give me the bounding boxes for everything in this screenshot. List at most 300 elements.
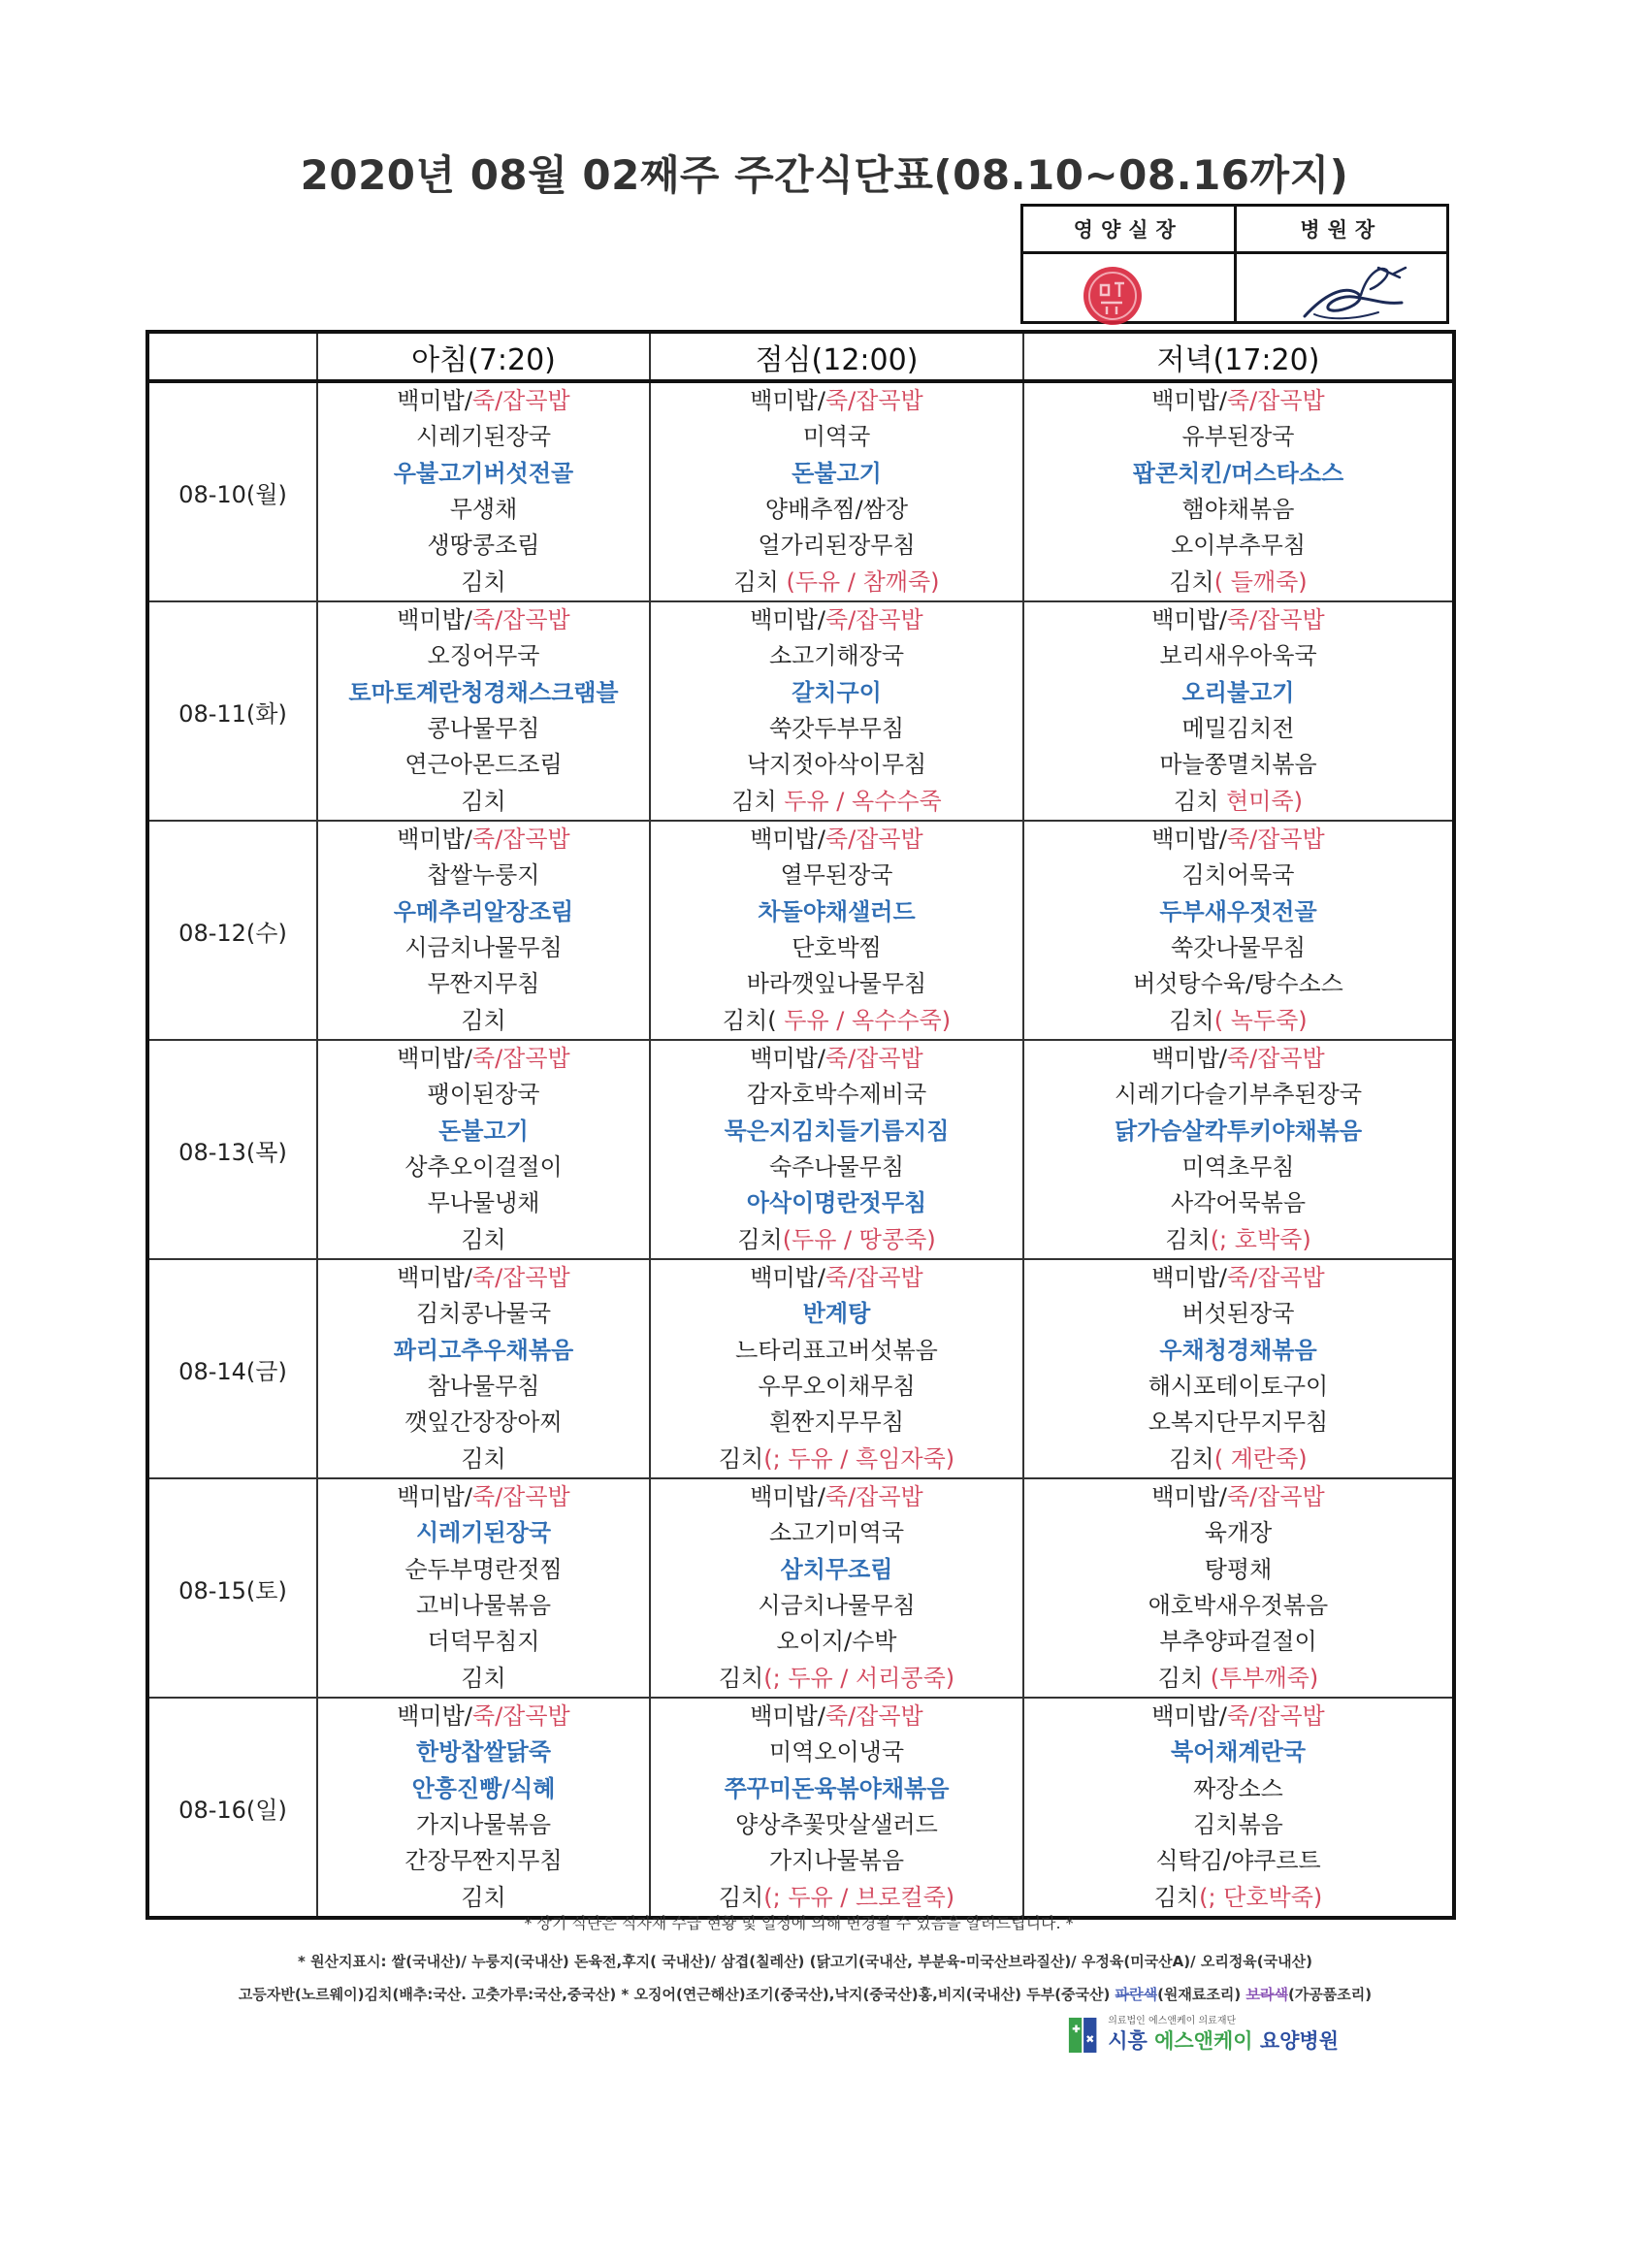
menu-item-text: 우무오이채무침	[758, 1373, 916, 1400]
origin-purple-label: 보라색	[1245, 1986, 1288, 2003]
menu-item-text: 쑥갓두부무침	[768, 715, 905, 742]
approval-head-nutrition: 영양실장	[1023, 207, 1234, 254]
menu-item-text: 햄야채볶음	[1181, 496, 1295, 523]
menu-item-text: 무나물냉채	[427, 1189, 540, 1217]
menu-item	[651, 1734, 1022, 1770]
menu-item-text: 김치	[461, 1225, 506, 1253]
menu-item-text: 김치	[461, 1664, 506, 1692]
menu-item	[318, 1843, 649, 1879]
menu-item	[651, 1552, 1022, 1588]
menu-item	[318, 1552, 649, 1588]
hospital-logo-part2: 에스앤케이	[1154, 2029, 1253, 2053]
menu-item	[1024, 1150, 1452, 1185]
lunch-menu-list	[651, 1479, 1022, 1697]
menu-item-text: 무짠지무침	[427, 970, 540, 998]
porridge-option-text: (; 두유 / 서리콩죽)	[763, 1664, 955, 1692]
porridge-option-text: 죽/잡곡밥	[1226, 1264, 1325, 1292]
porridge-option-text: (투부깨죽)	[1210, 1664, 1319, 1692]
menu-item-text: 시레기된장국	[415, 423, 552, 451]
origin-line2-text: 고등자반(노르웨이)김치(배추:국산. 고춧가루:국산,중국산) * 오징어(연근해산)조기(중국산),낙지(중국산)홍,비지(국내산) 두부(중국산)	[238, 1986, 1116, 2003]
menu-item	[651, 930, 1022, 966]
porridge-option-text: 죽/잡곡밥	[471, 1264, 570, 1292]
menu-item	[1024, 1222, 1452, 1258]
menu-item-text: 우채청경채볶음	[1159, 1336, 1317, 1364]
menu-item	[651, 1699, 1022, 1734]
menu-item	[318, 456, 649, 492]
menu-item	[318, 822, 649, 858]
menu-item	[651, 822, 1022, 858]
porridge-option-text: 죽/잡곡밥	[824, 606, 923, 634]
menu-item-text: 백미밥/	[750, 1264, 825, 1292]
menu-item-text: 백미밥/	[1151, 387, 1227, 415]
menu-item	[1024, 1185, 1452, 1221]
menu-item	[318, 1588, 649, 1624]
porridge-option-text: 죽/잡곡밥	[824, 1045, 923, 1073]
menu-item	[651, 1442, 1022, 1477]
porridge-option-text: 죽/잡곡밥	[1226, 1045, 1325, 1073]
porridge-option-text: 죽/잡곡밥	[471, 387, 570, 415]
menu-item-text: 참나물무침	[427, 1373, 540, 1400]
menu-item-text: 김치	[1157, 1664, 1211, 1692]
porridge-option-text: 죽/잡곡밥	[1226, 606, 1325, 634]
menu-item-text: 백미밥/	[397, 826, 472, 854]
menu-item	[1024, 1661, 1452, 1697]
menu-item	[651, 1296, 1022, 1332]
menu-item	[651, 1661, 1022, 1697]
menu-item	[1024, 492, 1452, 528]
lunch-menu-cell	[650, 601, 1023, 821]
menu-item	[1024, 966, 1452, 1002]
menu-item	[1024, 1552, 1452, 1588]
menu-item-text: 김치콩나물국	[415, 1300, 552, 1328]
menu-item	[318, 492, 649, 528]
menu-day-row	[147, 601, 1454, 821]
menu-item	[1024, 638, 1452, 674]
menu-item	[1024, 1442, 1452, 1477]
menu-item	[651, 1515, 1022, 1551]
menu-item	[651, 1333, 1022, 1369]
menu-item-text: 김치	[1169, 567, 1214, 596]
menu-item	[318, 1077, 649, 1113]
origin-label-line2	[155, 1984, 1455, 2004]
handwritten-signature-icon	[1285, 256, 1421, 330]
menu-day-row	[147, 1040, 1454, 1259]
menu-item-text: 고비나물볶음	[415, 1592, 552, 1619]
menu-item	[651, 528, 1022, 564]
approval-sign-nutrition	[1023, 254, 1234, 321]
menu-item	[651, 1185, 1022, 1221]
menu-item-text: 가지나물볶음	[768, 1847, 905, 1875]
menu-item	[1024, 1699, 1452, 1734]
lunch-menu-list	[651, 383, 1022, 600]
menu-item-text: 백미밥/	[750, 606, 825, 634]
menu-item	[1024, 1041, 1452, 1077]
menu-item-text: 김치	[461, 787, 506, 815]
porridge-option-text: (; 두유 / 흑임자죽)	[763, 1444, 955, 1473]
porridge-option-text: 죽/잡곡밥	[471, 606, 570, 634]
menu-item-text: 백미밥/	[397, 387, 472, 415]
menu-item-text: 김치	[461, 1444, 506, 1473]
menu-item	[318, 1771, 649, 1807]
menu-item	[651, 565, 1022, 600]
menu-item	[651, 711, 1022, 747]
menu-item-text: 열무된장국	[780, 861, 893, 890]
menu-item	[651, 1114, 1022, 1150]
lunch-menu-cell	[650, 1698, 1023, 1918]
menu-item	[318, 711, 649, 747]
menu-item-text: 안흥진빵/식혜	[411, 1774, 556, 1802]
header-date	[147, 332, 317, 381]
menu-item	[1024, 383, 1452, 419]
lunch-menu-cell	[650, 381, 1023, 601]
menu-item	[1024, 602, 1452, 638]
menu-item	[651, 966, 1022, 1002]
menu-item-text: 버섯탕수육/탕수소스	[1133, 970, 1343, 998]
menu-item-text: 우불고기버섯전골	[393, 459, 574, 487]
menu-item	[651, 1041, 1022, 1077]
menu-item	[318, 1734, 649, 1770]
menu-item	[651, 1479, 1022, 1515]
menu-item	[651, 784, 1022, 820]
menu-item-text: 백미밥/	[397, 1264, 472, 1292]
lunch-menu-cell	[650, 1040, 1023, 1259]
lunch-menu-cell	[650, 1478, 1023, 1698]
menu-item	[1024, 1479, 1452, 1515]
menu-item-text: 느타리표고버섯볶음	[735, 1336, 938, 1364]
lunch-menu-cell	[650, 821, 1023, 1040]
menu-item-text: 김치	[1169, 1006, 1214, 1034]
breakfast-menu-list	[318, 602, 649, 820]
menu-item	[318, 638, 649, 674]
dinner-menu-list	[1024, 1260, 1452, 1477]
menu-item	[651, 1807, 1022, 1843]
menu-item	[1024, 528, 1452, 564]
menu-item-text: 백미밥/	[397, 1702, 472, 1731]
menu-item	[1024, 1515, 1452, 1551]
menu-item	[1024, 1843, 1452, 1879]
porridge-option-text: (; 단호박죽)	[1199, 1883, 1323, 1911]
menu-item-text: 백미밥/	[750, 387, 825, 415]
menu-item	[1024, 711, 1452, 747]
menu-item-text: 두부새우젓전골	[1159, 897, 1317, 925]
menu-item	[1024, 784, 1452, 820]
menu-item-text: 단호박찜	[792, 934, 882, 961]
hospital-logo-subtitle: 의료법인 에스앤케이 의료재단	[1108, 2016, 1237, 2026]
menu-item-text: 김치(	[722, 1006, 777, 1034]
dinner-menu-list	[1024, 1699, 1452, 1916]
menu-item	[1024, 1114, 1452, 1150]
menu-item	[1024, 1588, 1452, 1624]
menu-item	[1024, 1807, 1452, 1843]
menu-item-text: 김치	[718, 1444, 764, 1473]
menu-item	[318, 528, 649, 564]
menu-item-text: 백미밥/	[1151, 1045, 1227, 1073]
hospital-logo-text	[1108, 2016, 1339, 2055]
porridge-option-text: (; 두유 / 브로컬죽)	[763, 1883, 955, 1911]
porridge-option-text: (; 호박죽)	[1210, 1225, 1311, 1253]
menu-item-text: 낙지젓아삭이무침	[746, 751, 927, 779]
change-notice: * 상기 식단은 식자재 수급 현황 및 일정에 의해 변경될 수 있음을 알려드립니다. *	[524, 1914, 1074, 1932]
menu-item	[651, 1588, 1022, 1624]
menu-item-text: 아삭이명란젓무침	[746, 1189, 927, 1217]
menu-item-text: 차돌야채샐러드	[758, 897, 916, 925]
menu-item	[1024, 565, 1452, 600]
menu-item-text: 반계탕	[802, 1300, 871, 1328]
menu-item	[651, 492, 1022, 528]
breakfast-menu-cell	[317, 381, 650, 601]
day-date-cell: 08-12(수)	[147, 821, 317, 1040]
header-dinner: 저녁(17:20)	[1023, 332, 1454, 381]
menu-item-text: 팝콘치킨/머스타소스	[1132, 459, 1344, 487]
breakfast-menu-list	[318, 383, 649, 600]
dinner-menu-cell	[1023, 821, 1454, 1040]
menu-body	[147, 381, 1454, 1918]
menu-item-text: 생땅콩조림	[427, 532, 540, 560]
porridge-option-text: 죽/잡곡밥	[824, 1264, 923, 1292]
day-date-cell: 08-10(월)	[147, 381, 317, 601]
menu-item-text: 가지나물볶음	[415, 1811, 552, 1838]
menu-item-text: 쑥갓나물무침	[1170, 934, 1307, 961]
weekly-menu-table	[146, 330, 1456, 1920]
menu-item-text: 백미밥/	[1151, 1483, 1227, 1511]
breakfast-menu-cell	[317, 1040, 650, 1259]
menu-item	[651, 1260, 1022, 1296]
menu-item	[318, 747, 649, 783]
menu-item-text: 김치	[733, 567, 787, 596]
menu-item-text: 김치볶음	[1193, 1811, 1283, 1838]
menu-item-text: 백미밥/	[750, 1702, 825, 1731]
menu-item	[651, 1369, 1022, 1405]
menu-item-text: 더덕무침지	[427, 1628, 540, 1656]
porridge-option-text: (두유 / 참깨죽)	[786, 567, 940, 596]
menu-item	[651, 1843, 1022, 1879]
menu-item	[651, 1077, 1022, 1113]
menu-item-text: 김치	[461, 567, 506, 596]
menu-item	[318, 1041, 649, 1077]
menu-item-text: 흰짠지무무침	[768, 1409, 905, 1437]
breakfast-menu-list	[318, 1260, 649, 1477]
menu-item-text: 미역초무침	[1181, 1153, 1295, 1181]
menu-day-row	[147, 821, 1454, 1040]
menu-item-text: 감자호박수제비국	[746, 1081, 927, 1109]
lunch-menu-list	[651, 602, 1022, 820]
menu-item-text: 부추양파걸절이	[1159, 1628, 1317, 1656]
dinner-menu-list	[1024, 1479, 1452, 1697]
menu-item	[318, 1624, 649, 1660]
menu-day-row	[147, 381, 1454, 601]
dinner-menu-list	[1024, 1041, 1452, 1258]
menu-item-text: 백미밥/	[750, 1045, 825, 1073]
origin-purple-desc: (가공품조리)	[1287, 1986, 1373, 2003]
menu-item-text: 백미밥/	[1151, 1264, 1227, 1292]
menu-item-text: 시금치나물무침	[404, 934, 563, 961]
menu-item	[1024, 1296, 1452, 1332]
menu-item-text: 순두부명란젓찜	[404, 1555, 563, 1583]
menu-item	[1024, 1405, 1452, 1441]
menu-item	[651, 675, 1022, 711]
menu-item	[651, 1771, 1022, 1807]
header-lunch: 점심(12:00)	[650, 332, 1023, 381]
menu-item-text: 삼치무조림	[780, 1555, 893, 1583]
breakfast-menu-cell	[317, 601, 650, 821]
menu-item-text: 백미밥/	[1151, 826, 1227, 854]
menu-item-text: 양상추꽃맛살샐러드	[735, 1811, 938, 1838]
menu-item-text: 쭈꾸미돈육볶야채볶음	[724, 1774, 950, 1802]
menu-item	[1024, 675, 1452, 711]
menu-item-text: 김치	[718, 1883, 764, 1911]
lunch-menu-list	[651, 1041, 1022, 1258]
menu-item-text: 깻잎간장장아찌	[404, 1409, 563, 1437]
menu-item	[651, 1624, 1022, 1660]
page-title: 2020년 08월 02째주 주간식단표(08.10~08.16까지)	[300, 151, 1349, 199]
menu-item	[1024, 1369, 1452, 1405]
breakfast-menu-list	[318, 1041, 649, 1258]
menu-day-row	[147, 1478, 1454, 1698]
red-seal-stamp-icon	[1072, 262, 1153, 330]
menu-item	[318, 1185, 649, 1221]
menu-item	[318, 1515, 649, 1551]
menu-item-text: 백미밥/	[1151, 606, 1227, 634]
day-date-cell: 08-14(금)	[147, 1259, 317, 1478]
dinner-menu-cell	[1023, 1698, 1454, 1918]
porridge-option-text: 두유 / 옥수수죽	[784, 787, 942, 815]
lunch-menu-cell	[650, 1259, 1023, 1478]
porridge-option-text: 죽/잡곡밥	[471, 1483, 570, 1511]
menu-item	[318, 602, 649, 638]
breakfast-menu-list	[318, 1699, 649, 1916]
menu-item	[318, 383, 649, 419]
menu-item-text: 유부된장국	[1181, 423, 1295, 451]
approval-box	[1020, 204, 1449, 324]
menu-item-text: 간장무짠지무침	[404, 1847, 563, 1875]
menu-item-text: 김치	[1153, 1883, 1200, 1911]
menu-item-text: 해시포테이토구이	[1148, 1373, 1329, 1400]
approval-col-director	[1234, 207, 1447, 321]
menu-item-text: 식탁김/야쿠르트	[1155, 1847, 1321, 1875]
menu-item-text: 연근아몬드조림	[404, 751, 563, 779]
menu-item	[318, 1260, 649, 1296]
menu-day-row	[147, 1698, 1454, 1918]
menu-item	[318, 1296, 649, 1332]
menu-item	[318, 1003, 649, 1039]
porridge-option-text: 죽/잡곡밥	[1226, 387, 1325, 415]
menu-item	[651, 602, 1022, 638]
menu-item	[1024, 1333, 1452, 1369]
day-date-cell: 08-15(토)	[147, 1478, 317, 1698]
breakfast-menu-list	[318, 1479, 649, 1697]
hospital-logo-icon	[1067, 2013, 1100, 2057]
menu-item-text: 오이지/수박	[776, 1628, 897, 1656]
menu-item-text: 갈치구이	[792, 678, 882, 706]
menu-item	[1024, 1624, 1452, 1660]
menu-item	[651, 638, 1022, 674]
menu-item-text: 찹쌀누룽지	[427, 861, 540, 890]
menu-item	[1024, 858, 1452, 893]
menu-item	[651, 747, 1022, 783]
menu-item	[1024, 747, 1452, 783]
porridge-option-text: 두유 / 옥수수죽)	[776, 1006, 952, 1034]
lunch-menu-list	[651, 1699, 1022, 1916]
menu-item-text: 바라깻잎나물무침	[746, 970, 927, 998]
menu-item	[318, 1405, 649, 1441]
porridge-option-text: ( 들깨죽)	[1213, 567, 1308, 596]
dinner-menu-list	[1024, 822, 1452, 1039]
menu-item-text: 양배추찜/쌈장	[764, 496, 909, 523]
lunch-menu-list	[651, 822, 1022, 1039]
menu-item-text: 백미밥/	[397, 606, 472, 634]
dinner-menu-cell	[1023, 1259, 1454, 1478]
menu-item	[318, 894, 649, 930]
porridge-option-text: 죽/잡곡밥	[824, 1702, 923, 1731]
menu-item	[1024, 822, 1452, 858]
menu-item	[1024, 419, 1452, 455]
dinner-menu-list	[1024, 602, 1452, 820]
porridge-option-text: ( 계란죽)	[1213, 1444, 1308, 1473]
menu-item	[318, 1661, 649, 1697]
menu-item	[318, 1699, 649, 1734]
menu-item-text: 보리새우아욱국	[1159, 642, 1317, 670]
menu-item-text: 김치	[1174, 787, 1227, 815]
menu-item	[318, 1114, 649, 1150]
menu-item	[651, 1222, 1022, 1258]
menu-item	[318, 1222, 649, 1258]
lunch-menu-list	[651, 1260, 1022, 1477]
porridge-option-text: 죽/잡곡밥	[1226, 1702, 1325, 1731]
dinner-menu-cell	[1023, 381, 1454, 601]
day-date-cell: 08-16(일)	[147, 1698, 317, 1918]
menu-item	[1024, 1771, 1452, 1807]
hospital-logo	[1067, 2010, 1339, 2060]
menu-item-text: 우메추리알장조림	[393, 897, 574, 925]
porridge-option-text: 죽/잡곡밥	[1226, 1483, 1325, 1511]
hospital-logo-part1: 시흥	[1108, 2029, 1155, 2053]
porridge-option-text: 현미죽)	[1226, 787, 1303, 815]
approval-head-director: 병원장	[1237, 207, 1447, 254]
porridge-option-text: 죽/잡곡밥	[471, 1045, 570, 1073]
menu-item	[318, 675, 649, 711]
menu-item-text: 백미밥/	[1151, 1702, 1227, 1731]
menu-item-text: 오이부추무침	[1170, 532, 1307, 560]
menu-item-text: 상추오이걸절이	[404, 1153, 563, 1181]
menu-item-text: 김치어묵국	[1181, 861, 1295, 890]
porridge-option-text: 죽/잡곡밥	[824, 826, 923, 854]
breakfast-menu-cell	[317, 1478, 650, 1698]
menu-item-text: 북어채계란국	[1170, 1738, 1307, 1766]
menu-item	[651, 383, 1022, 419]
dinner-menu-cell	[1023, 601, 1454, 821]
day-date-cell: 08-11(화)	[147, 601, 317, 821]
menu-item-text: 콩나물무침	[427, 715, 540, 742]
menu-item-text: 숙주나물무침	[768, 1153, 905, 1181]
menu-item-text: 탕평채	[1204, 1555, 1273, 1583]
porridge-option-text: 죽/잡곡밥	[824, 1483, 923, 1511]
dinner-menu-cell	[1023, 1478, 1454, 1698]
menu-item-text: 시금치나물무침	[758, 1592, 916, 1619]
menu-item	[318, 966, 649, 1002]
menu-item	[318, 858, 649, 893]
hospital-logo-part3: 요양병원	[1252, 2029, 1339, 2053]
menu-item	[651, 1150, 1022, 1185]
menu-item-text: 짜장소스	[1193, 1774, 1283, 1802]
menu-item-text: 미역오이냉국	[768, 1738, 905, 1766]
menu-item-text: 한방찹쌀닭죽	[415, 1738, 552, 1766]
menu-item-text: 토마토계란청경채스크램블	[348, 678, 619, 706]
menu-item-text: 시레기된장국	[415, 1519, 552, 1547]
porridge-option-text: 죽/잡곡밥	[471, 826, 570, 854]
menu-item-text: 백미밥/	[750, 1483, 825, 1511]
menu-item-text: 닭가슴살칵투키야채볶음	[1114, 1117, 1363, 1145]
menu-item	[318, 419, 649, 455]
